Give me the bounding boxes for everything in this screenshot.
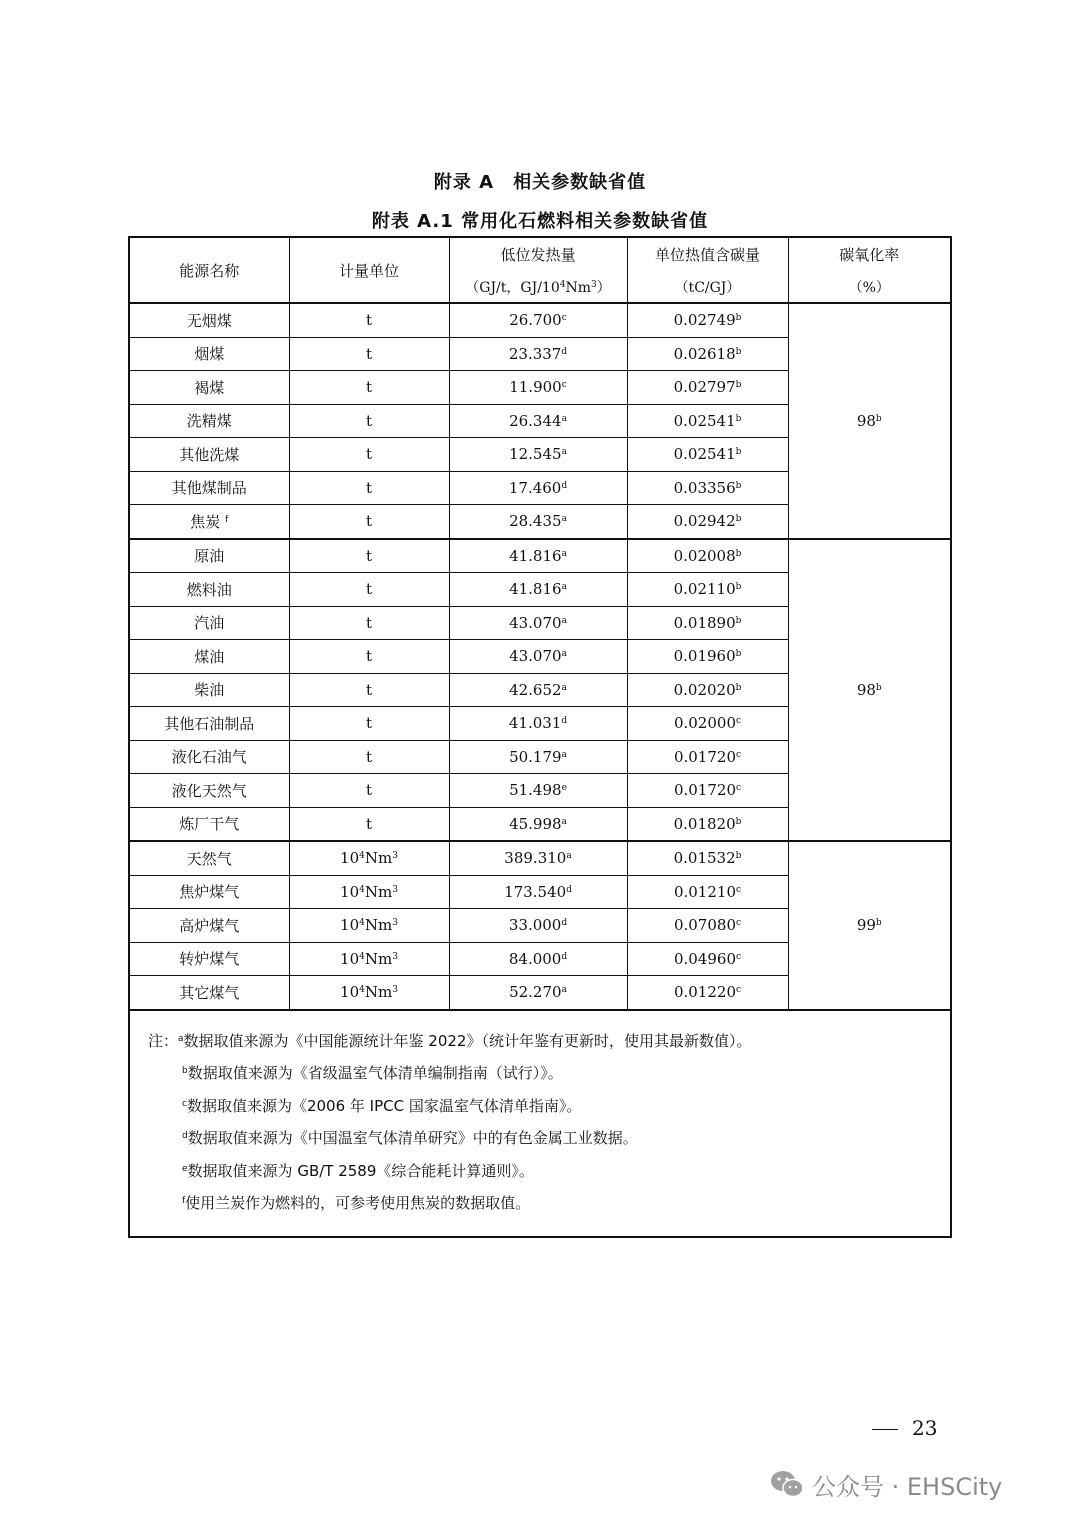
fuel-carbon-content: 0.02541$^b$ — [627, 438, 788, 472]
fuel-name: 柴油 — [129, 673, 289, 707]
oxidation-rate: 98$^b$ — [788, 539, 951, 842]
wechat-icon — [770, 1470, 804, 1498]
fuel-ncv: 43.070$^a$ — [449, 606, 627, 640]
fuel-name: 褐煤 — [129, 371, 289, 405]
fuel-unit: t — [289, 337, 449, 371]
fuel-carbon-content: 0.01220$^c$ — [627, 976, 788, 1010]
fuel-name: 其他洗煤 — [129, 438, 289, 472]
note-item: $^f$使用兰炭作为燃料的，可参考使用焦炭的数据取值。 — [182, 1194, 531, 1213]
fuel-unit: t — [289, 539, 449, 573]
fuel-name: 烟煤 — [129, 337, 289, 371]
fuel-name: 汽油 — [129, 606, 289, 640]
fuel-carbon-content: 0.02541$^b$ — [627, 404, 788, 438]
table-header-row — [129, 237, 951, 303]
fuel-carbon-content: 0.01720$^c$ — [627, 774, 788, 808]
fuel-unit: t — [289, 640, 449, 674]
fuel-unit: $10^4Nm^3$ — [289, 909, 449, 943]
header-carbon-content: 单位热值含碳量 （tC/GJ） — [627, 237, 788, 303]
fuel-ncv: 28.435$^a$ — [449, 505, 627, 539]
fuel-ncv: 11.900$^c$ — [449, 371, 627, 405]
table-row — [129, 841, 951, 875]
fuel-carbon-content: 0.01890$^b$ — [627, 606, 788, 640]
fuel-unit: t — [289, 740, 449, 774]
fuel-carbon-content: 0.02000$^c$ — [627, 707, 788, 741]
fuel-ncv: 41.816$^a$ — [449, 539, 627, 573]
fuel-carbon-content: 0.03356$^b$ — [627, 471, 788, 505]
note-item: $^c$数据取值来源为《2006 年 IPCC 国家温室气体清单指南》。 — [182, 1096, 582, 1115]
fuel-carbon-content: 0.04960$^c$ — [627, 942, 788, 976]
fuel-ncv: 23.337$^d$ — [449, 337, 627, 371]
fuel-carbon-content: 0.02008$^b$ — [627, 539, 788, 573]
header-unit: 计量单位 — [289, 237, 449, 303]
fuel-carbon-content: 0.07080$^c$ — [627, 909, 788, 943]
fuel-ncv: 52.270$^a$ — [449, 976, 627, 1010]
fuel-unit: t — [289, 404, 449, 438]
fuel-carbon-content: 0.01210$^c$ — [627, 875, 788, 909]
note-item: 注：$^a$数据取值来源为《中国能源统计年鉴 2022》（统计年鉴有更新时，使用其最新数值）。 — [148, 1031, 752, 1050]
fuel-name: 无烟煤 — [129, 303, 289, 337]
fuel-name: 洗精煤 — [129, 404, 289, 438]
fuel-unit: t — [289, 371, 449, 405]
fuel-carbon-content: 0.01720$^c$ — [627, 740, 788, 774]
fuel-carbon-content: 0.02942$^b$ — [627, 505, 788, 539]
fuel-name: 煤油 — [129, 640, 289, 674]
fuel-ncv: 41.816$^a$ — [449, 573, 627, 607]
table-row — [129, 303, 951, 337]
fuel-carbon-content: 0.01960$^b$ — [627, 640, 788, 674]
fuel-name: 原油 — [129, 539, 289, 573]
fuel-ncv: 45.998$^a$ — [449, 807, 627, 841]
page-number: 23 — [872, 1416, 937, 1440]
fuel-ncv: 84.000$^d$ — [449, 942, 627, 976]
table-title: 附表 A.1 常用化石燃料相关参数缺省值 — [371, 211, 709, 232]
header-name: 能源名称 — [129, 237, 289, 303]
fuel-ncv: 26.344$^a$ — [449, 404, 627, 438]
fuel-name: 其它煤气 — [129, 976, 289, 1010]
fuel-unit: t — [289, 606, 449, 640]
watermark-text: 公众号 · EHSCity — [812, 1472, 1003, 1501]
fuel-ncv: 389.310$^a$ — [449, 841, 627, 875]
fuel-ncv: 42.652$^a$ — [449, 673, 627, 707]
fuel-name: 液化天然气 — [129, 774, 289, 808]
fuel-unit: $10^4Nm^3$ — [289, 942, 449, 976]
fuel-carbon-content: 0.02797$^b$ — [627, 371, 788, 405]
fuel-ncv: 26.700$^c$ — [449, 303, 627, 337]
appendix-title: 附录 A 相关参数缺省值 — [433, 172, 647, 193]
fuel-name: 焦炉煤气 — [129, 875, 289, 909]
fuel-name: 转炉煤气 — [129, 942, 289, 976]
fuel-ncv: 17.460$^d$ — [449, 471, 627, 505]
fuel-parameters-table — [128, 236, 952, 1238]
fuel-unit: t — [289, 505, 449, 539]
fuel-unit: t — [289, 774, 449, 808]
fuel-unit: t — [289, 303, 449, 337]
fuel-unit: t — [289, 707, 449, 741]
fuel-name: 其他石油制品 — [129, 707, 289, 741]
fuel-unit: t — [289, 438, 449, 472]
fuel-ncv: 173.540$^d$ — [449, 875, 627, 909]
notes-cell — [129, 1010, 951, 1238]
header-ncv: 低位发热量 （GJ/t，$GJ/10^4Nm^3$） — [449, 237, 627, 303]
fuel-unit: t — [289, 673, 449, 707]
note-item: $^e$数据取值来源为 GB/T 2589《综合能耗计算通则》。 — [182, 1161, 534, 1180]
fuel-ncv: 41.031$^d$ — [449, 707, 627, 741]
fuel-name: 其他煤制品 — [129, 471, 289, 505]
header-oxidation-rate: 碳氧化率 （%） — [788, 237, 951, 303]
fuel-carbon-content: 0.01820$^b$ — [627, 807, 788, 841]
oxidation-rate: 99$^b$ — [788, 841, 951, 1010]
notes-row — [129, 1010, 951, 1238]
fuel-carbon-content: 0.02749$^b$ — [627, 303, 788, 337]
fuel-unit: t — [289, 471, 449, 505]
table-body — [129, 303, 951, 1010]
fuel-carbon-content: 0.02618$^b$ — [627, 337, 788, 371]
oxidation-rate: 98$^b$ — [788, 303, 951, 539]
fuel-unit: $10^4Nm^3$ — [289, 976, 449, 1010]
note-item: $^b$数据取值来源为《省级温室气体清单编制指南（试行）》。 — [182, 1064, 563, 1083]
fuel-ncv: 50.179$^a$ — [449, 740, 627, 774]
fuel-name: 焦炭 $^f$ — [129, 505, 289, 539]
fuel-unit: $10^4Nm^3$ — [289, 841, 449, 875]
fuel-name: 炼厂干气 — [129, 807, 289, 841]
fuel-name: 燃料油 — [129, 573, 289, 607]
fuel-name: 高炉煤气 — [129, 909, 289, 943]
note-item: $^d$数据取值来源为《中国温室气体清单研究》中的有色金属工业数据。 — [182, 1129, 638, 1148]
fuel-ncv: 33.000$^d$ — [449, 909, 627, 943]
table-row — [129, 539, 951, 573]
fuel-ncv: 43.070$^a$ — [449, 640, 627, 674]
watermark — [770, 1466, 1002, 1502]
fuel-carbon-content: 0.02110$^b$ — [627, 573, 788, 607]
fuel-name: 液化石油气 — [129, 740, 289, 774]
fuel-unit: t — [289, 573, 449, 607]
fuel-name: 天然气 — [129, 841, 289, 875]
fuel-unit: $10^4Nm^3$ — [289, 875, 449, 909]
fuel-carbon-content: 0.02020$^b$ — [627, 673, 788, 707]
fuel-ncv: 51.498e — [449, 774, 627, 808]
fuel-unit: t — [289, 807, 449, 841]
page-dash — [872, 1429, 898, 1430]
notes-list — [148, 1027, 932, 1223]
fuel-ncv: 12.545$^a$ — [449, 438, 627, 472]
fuel-carbon-content: 0.01532$^b$ — [627, 841, 788, 875]
